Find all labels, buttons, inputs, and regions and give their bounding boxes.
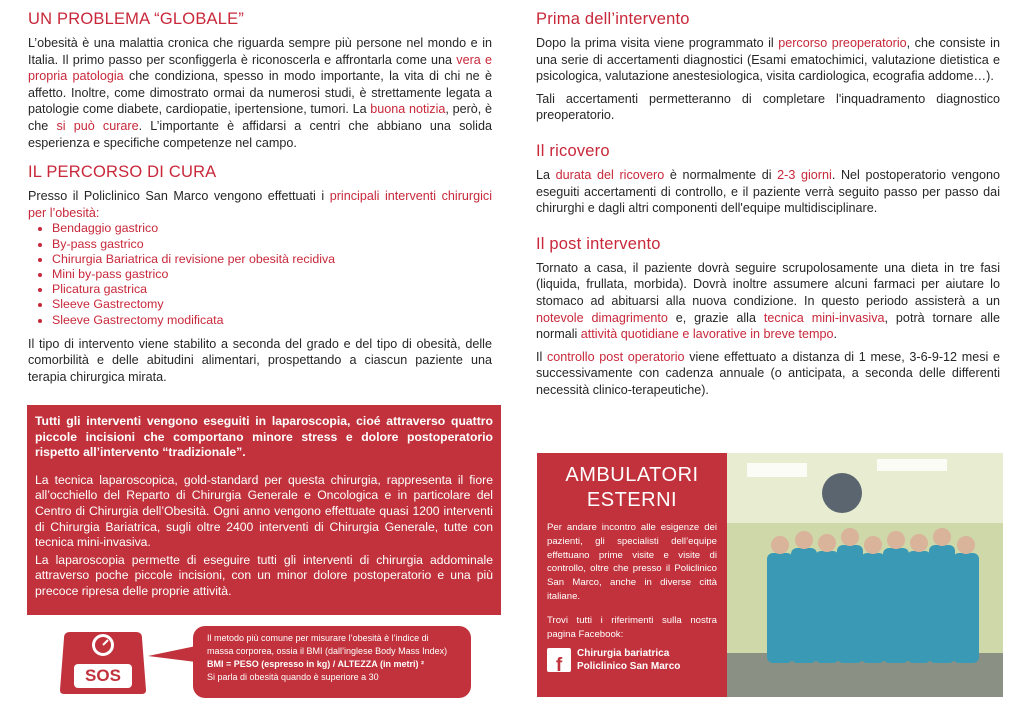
bmi-line: massa corporea, ossia il BMI (dall’inglese Body Mass Index) xyxy=(207,646,448,656)
ambulatori-text: Per andare incontro alle esigenze dei pazienti, gli specialisti dell’equipe effettuano prime visite e visite di controllo, oltre che presso il Policlinico San Marco, anche in diverse città italiane. xyxy=(547,522,717,602)
sos-label: SOS xyxy=(85,666,121,685)
bmi-line: Il metodo più comune per misurare l’obesità è l’indice di xyxy=(207,633,429,643)
ambulatori-box xyxy=(537,453,727,697)
laparoscopy-bold-text: Tutti gli interventi vengono eseguiti in laparoscopia, cioé attraverso quattro piccole incisioni che comportano minore stress e dolore postoperatorio rispetto all’intervento “tradizionale”. xyxy=(35,414,493,460)
interventions-list xyxy=(28,221,492,327)
list-item: • By-pass gastrico xyxy=(52,237,492,252)
right-column xyxy=(536,10,1000,405)
facebook-icon: f xyxy=(547,648,571,672)
paragraph-percorso-intro: Presso il Policlinico San Marco vengono effettuati i principali interventi chirurgici per l’obesità: xyxy=(28,189,492,220)
bmi-line: Si parla di obesità quando è superiore a 30 xyxy=(207,672,379,682)
section-title-ricovero: Il ricovero xyxy=(536,141,610,160)
paragraph-problema: L’obesità è una malattia cronica che riguarda sempre più persone nel mondo e in Italia. Il primo passo per sconfiggerla è riconoscerla e affrontarla come una vera e propria patologia che condiziona, spesso in modo importante, la vita di chi ne è affetto. Inoltre, come dimostrato ormai da numerosi studi, è strettamente legata a patologie come diabete, cardiopatie, ipertensione, tumori. La buona notizia, però, è che si può curare. L’importante è affidarsi a centri che abbiano una solida esperienza e specifiche competenze nel campo. xyxy=(28,36,492,150)
list-item: • Sleeve Gastrectomy xyxy=(52,297,492,312)
list-item: • Sleeve Gastrectomy modificata xyxy=(52,313,492,328)
scale-sos-icon xyxy=(54,628,152,696)
section-title-prima: Prima dell’intervento xyxy=(536,10,690,28)
list-item: • Chirurgia Bariatrica di revisione per obesità recidiva xyxy=(52,252,492,267)
list-item: • Mini by-pass gastrico xyxy=(52,267,492,282)
ambulatori-title: AMBULATORI ESTERNI xyxy=(565,464,699,511)
bmi-callout xyxy=(193,626,471,698)
facebook-page-name: Chirurgia bariatrica Policlinico San Marco xyxy=(577,648,681,673)
left-column xyxy=(28,10,492,392)
paragraph-post-1: Tornato a casa, il paziente dovrà seguire scrupolosamente una dieta in tre fasi (liquida, frullata, morbida). Dovrà inoltre assumere alcuni farmaci per aiutare lo stomaco ad abituarsi alla nuova condizione. In questo periodo assisterà a un notevole dimagrimento e, grazie alla tecnica mini-invasiva, potrà tornare alle normali attività quotidiane e lavorative in breve tempo. xyxy=(536,260,1000,342)
paragraph-prima-2: Tali accertamenti permetteranno di completare l'inquadramento diagnostico preoperatorio. xyxy=(536,91,1000,123)
list-item: • Plicatura gastrica xyxy=(52,282,492,297)
paragraph-percorso-after: Il tipo di intervento viene stabilito a seconda del grado e del tipo di obesità, delle comorbilità e delle abitudini alimentari, prospettando a ciascun paziente una terapia chirurgica mirata. xyxy=(28,336,492,384)
bmi-formula: BMI = PESO (espresso in kg) / ALTEZZA (in metri) ² xyxy=(207,659,424,669)
section-title-problema: UN PROBLEMA “GLOBALE” xyxy=(28,10,245,28)
paragraph-prima-1: Dopo la prima visita viene programmato il percorso preoperatorio, che consiste in una serie di accertamenti diagnostici (Esami ematochimici, valutazione dietistica e psicologica, valutazione anestesiologica, visita cardiologica, ecografia addome…). xyxy=(536,36,1000,84)
section-title-percorso: IL PERCORSO DI CURA xyxy=(28,163,217,182)
section-title-post: Il post intervento xyxy=(536,234,661,253)
paragraph-ricovero: La durata del ricovero è normalmente di 2-3 giorni. Nel postoperatorio vengono eseguiti accertamenti di controllo, e il paziente verrà seguito passo per passo dai chirurghi e dagli altri componenti dell'equipe multidisciplinare. xyxy=(536,167,1000,216)
facebook-link[interactable] xyxy=(547,647,717,677)
laparoscopy-text-1: La tecnica laparoscopica, gold-standard per questa chirurgia, rappresenta il fiore all’occhiello del Reparto di Chirurgia Generale e Oncologica e in particolare del Centro di Chirurgia dell’Obesità. Ogni anno vengono effettuate quasi 1200 interventi di Chirurgia Bariatrica, sugli oltre 2400 interventi di Chirurgia Generale, tutte con tecnica mini-invasiva. xyxy=(35,472,493,550)
surgical-team-photo xyxy=(727,453,1003,697)
callout-pointer xyxy=(148,646,196,662)
paragraph-post-2: Il controllo post operatorio viene effettuato a distanza di 1 mese, 3-6-9-12 mesi e successivamente con cadenza annuale (o anticipata, a seconda delle differenti necessità clinico-terapeutiche). xyxy=(536,349,1001,397)
list-item: • Bendaggio gastrico xyxy=(52,221,492,236)
laparoscopy-text-2: La laparoscopia permette di eseguire tutti gli interventi di chirurgia addominale attraverso poche piccole incisioni, con un minor dolore postoperatorio e una più precoce ripresa delle proprie attività. xyxy=(35,552,493,598)
facebook-intro: Trovi tutti i riferimenti sulla nostra pagina Facebook: xyxy=(547,614,717,640)
laparoscopy-box xyxy=(27,405,501,615)
